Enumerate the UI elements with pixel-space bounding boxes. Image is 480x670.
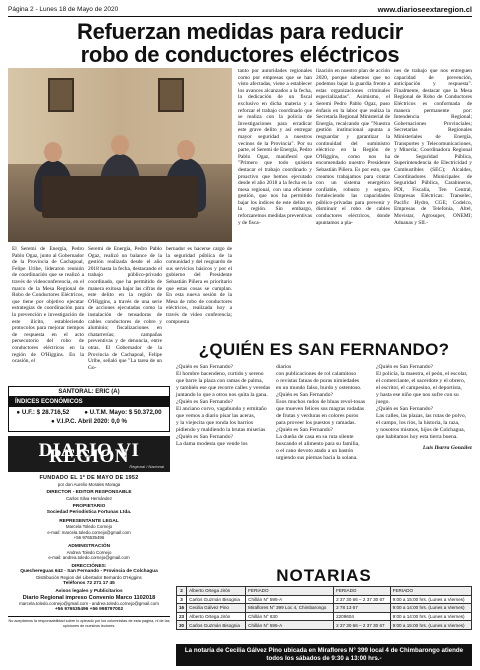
utm-value: ● U.T.M. Mayo: $ 50.372,00 <box>84 409 162 416</box>
headline-line-2: robo de conductores eléctricos <box>80 42 400 67</box>
article-col-6: nes de trabajo que nos entreguen capacidad de prevención, anticipación y respuesta". Finalmente, destacar que la Mesa Regional de Robo de Conductores Eléctricos es conformada de manera permanente por: Intendencia Regional; Gobernaciones Provinciales; Secretarías Regionales Ministeriales de Energía, Transportes y Telecomunicaciones, y Minería; Coordinadora Regional de Seguridad Pública, Superintendencia de Electricidad y Combustibles (SEC); Alcaldes, Coordinadores Municipales de Seguridad Pública, Carabineros, PDI, Fiscalía, Ten Central, Empresas Eléctricas: Transelec, Pacific Hydro, CGE; Codelco, Empresas de Telefonía, Altel, Movistar, Agrosuper, ONEMI; Aduanas y SII.- <box>394 68 472 226</box>
table-row <box>177 604 472 613</box>
contact-emails[interactable]: marcela.toledo.cornejo@gmail.com - andrea.toledo.cornejo@gmail.com <box>19 601 159 607</box>
table-cell: Alberto Ortega Jirón <box>187 587 246 596</box>
address-1: Quechereguas 642 - San Fernando - Provincia de Colchagua <box>20 569 158 575</box>
table-cell: 9:00 a 14:00 hrs. (Lunes a Viernes) <box>390 612 471 621</box>
table-row <box>177 612 472 621</box>
table-cell: Chillán N° 630 <box>246 612 334 621</box>
rep: Marcela Toledo Cornejo <box>65 524 113 530</box>
ipc-value: ● V.I.P.C. Abril 2020: 0,0 % <box>50 418 128 425</box>
ads-label: Avisos legales y Publicitarios <box>55 589 123 595</box>
table-cell: 2 37 30 66 – 2 37 30 67 <box>334 595 391 604</box>
table-cell: Miraflores N° 399 Loc 4, Chimbarongo <box>246 604 334 613</box>
table-cell: Carlos Guzmán Bisognia <box>187 595 246 604</box>
page-header <box>8 3 472 17</box>
article-photo <box>8 68 232 242</box>
poem-signature: Luis Ibarra González <box>422 445 472 451</box>
rep-phone: +56 976535496 <box>73 535 105 541</box>
newspaper-logo <box>8 436 170 472</box>
director-label: DIRECTOR - EDITOR RESPONSABLE <box>46 490 132 496</box>
notarias-title: NOTARIAS <box>276 566 372 585</box>
table-cell: 2 <box>177 587 187 596</box>
masthead <box>8 436 170 629</box>
table-cell: Cecilia Gálvez Pino <box>187 604 246 613</box>
santoral: SANTORAL: ERIC (A) <box>9 387 169 397</box>
notaria-banner: La notaría de Cecilia Gálvez Pino ubicada en Miraflores N° 399 local 4 de Chimbarongo atiende todos los sábados de 9:30 a 13:00 hrs.- <box>176 644 472 666</box>
address-label: DIRECCIÓNES: <box>71 563 107 569</box>
economic-indicators <box>8 386 170 432</box>
poem-col-1: ¿Quién es San Fernando? El hombre bacendeno, curtido y sereno que barre la plaza con ramas de palma, y también ese que recorre calles y veredas juntando lo que a otros nos quita la gana. ¿Quién es San Fernando? El anciano corvo, vagabundo y ermitaño que vemos a diario pisar las aceras, y la viejecita que ronda los barrios pidiendo y maldiendo la brutas miserias ¿Quién es San Fernando? La dama modesta que vende los <box>176 364 271 447</box>
table-cell: 2209604 <box>334 612 391 621</box>
table-cell: FERIADO <box>246 587 334 596</box>
logo-text: DIARIO VI REGION <box>38 440 140 467</box>
table-cell: 9:00 a 15:00 hrs. (Lunes a Viernes) <box>390 595 471 604</box>
founded-by: por don Aurelio Morales Moraga <box>57 481 121 487</box>
table-cell: Carlos Guzmán Bisognia <box>187 621 246 630</box>
contact-phones: +56 976535496 +56 998797002 <box>54 606 124 612</box>
table-row <box>177 621 472 630</box>
rep-email[interactable]: e-mail: marcela.toledo.cornejo@gmail.com <box>47 529 131 535</box>
table-cell: FERIADO <box>390 587 471 596</box>
table-cell: 2 37 30 66 – 2 37 30 67 <box>334 621 391 630</box>
phone: Teléfonos 72 271 17 45 <box>63 580 115 586</box>
table-cell: 9:00 a 15:00 hrs. (Lunes a Viernes) <box>390 621 471 630</box>
table-cell: FERIADO <box>334 587 391 596</box>
page-info: Página 2 - Lunes 18 de Mayo de 2020 <box>8 6 119 13</box>
admin-label: ADMINISTRACIÓN <box>67 543 111 549</box>
uf-value: ● U.F.: $ 28.716,52 <box>16 409 70 416</box>
table-cell: 3 <box>177 595 187 604</box>
poem-col-3: ¿Quién es San Fernando? El policía, la maestra, el peón, el escolar, el comerciante, el sacerdote y el obrero, el escritor, el campesino, el deportista, y hasta ese niño que nos sufre con su juego. ¿Quién es San Fernando? Las calles, las plazas, las rutas de polvo, el campo, los ríos, la historia, la raza, y nosotros mismos, hijos de Colchagua, que habitamos hoy esta tierra buena. Luis Ibarra González <box>376 364 472 451</box>
site-url[interactable]: www.diarioseextaregion.cl <box>377 5 472 14</box>
owner-label: PROPIETARIO <box>72 504 106 510</box>
article-col-2: Seremi de Energía, Pedro Pablo Ogaz, realizó un balance de la gestión realizada desde el año 2018 hasta la fecha, destacando el trabajo público-privado coordinado, que ha permitido de manera exitosa bajar las cifras de este delito en la región de O'Higgins, a través de una serie de acciones ejecutadas como la instalación de tensadoras de cables conductores de cobre y aluminio; fiscalizaciones en chatarrerías; campañas preventivas y de denuncia, entre otras. El Gobernador de la Provincia de Cachapoal, Felipe Uribe, señaló que "La tarea de un Go- <box>88 246 162 371</box>
logo-subtitle: Regional / Nacional <box>129 464 164 470</box>
table-cell: 16 <box>177 604 187 613</box>
table-row <box>177 595 472 604</box>
admin: Andrea Toledo Cornejo <box>66 549 112 555</box>
admin-email[interactable]: e-mail: andrea.toledo.cornejo@gmail.com <box>48 555 130 561</box>
headline-line-1: Refuerzan medidas para reducir <box>76 19 403 44</box>
table-cell: Chillán N° 595-A <box>246 595 334 604</box>
rep-label: REPRESENTANTE LEGAL <box>59 518 119 524</box>
address-2: Distribución Region del Libertador Bernardo O'Higgins <box>36 574 142 580</box>
table-cell: 2 78 13 67 <box>334 604 391 613</box>
article-col-1: El Seremi de Energía, Pedro Pablo Ogaz, junto al Gobernador de la Provincia de Cachapoal, Felipe Uribe, lideraron reunión de coordinación que se realizó a través de videoconferencia, en el marco de la Mesa Regional de Robo de Conductores Eléctricos, que tiene por objetivo ejecutar estrategias de coordinación para la prevención e investigación de este ilícito, estableciendo protocolos para mejorar tiempos de respuesta en el acto persecutorio del robo de conductores eléctricos en la región de O'Higgins. En la ocasión, el <box>12 246 84 365</box>
article-headline <box>8 20 472 66</box>
article-col-5: lización en nuestro plan de acción 2020, porque sabemos que no podemos bajar la guardia frente a estas organizaciones criminales especializadas". Asimismo, el Seremi Pedro Pablo Ogaz, puso énfasis en la labor que realiza la Secretaría Regional Ministerial de Energía, recalcando que "Nuestra gestión institucional apunta a resguardar y garantizar la continuidad del suministro eléctrico en la Región de O'Higgins, como nos ha encomendado nuestro Presidente Sebastián Piñera. Es por esto, que creamos trabajamos para contar con un sistema energético confiable, robusto y seguro, fortaleciendo las capacidades público-privadas para prevenir y disminuir el robo de cables conductores eléctricos, donde apuntamos a pla- <box>316 68 390 226</box>
article-col-4: tanto por autoridades regionales como por empresas que se han visto afectadas, viene a establecer los avances alcanzados a la fecha, la dedicación de un fiscal exclusivo en dicha materia y a reforzar el trabajo coordinado que se realiza con la policía de Investigaciones para erradicar este grave delito y así entregar mayor seguridad a nuestros vecinos de la Provincia". Por su parte, el Seremi de Energía, Pedro Pablo Ogaz, manifestó que "Primero que todo quisiera destacar el trabajo coordinado y proactivo que hemos ejecutado desde el año 2018 a la fecha en la mesa regional, con una eficiente gestión, que nos ha permitido bajar los índices de este delito en la región. Sin embargo, reforzaremos medidas preventivas y de fisca- <box>238 68 312 226</box>
table-cell: 23 <box>177 612 187 621</box>
table-cell: Chillán N° 595-A <box>246 621 334 630</box>
table-cell: 30 <box>177 621 187 630</box>
notarias-table <box>176 586 472 630</box>
owner: Sociedad Periodística Fortunas Ltda. <box>46 509 132 515</box>
article-col-3: bernador es hacerse cargo de la seguridad pública de la comunidad y del resguardo de sus servicios básicos y por el gobierno del Presidente Sebastián Piñera es prioritario que estas cosas se cumplan. En esta nueva sesión de la Mesa de robo de conductores eléctricos, realizada hoy a través de video conferencia; compuesta <box>166 246 232 325</box>
poem-title: ¿QUIÉN ES SAN FERNANDO? <box>198 340 450 359</box>
indicators-title: ÍNDICES ECONÓMICOS <box>9 397 169 407</box>
founded: FUNDADO EL 1º DE MAYO DE 1952 <box>39 475 139 481</box>
license: Diario Regional impreso Convenio Marco 1102018 <box>22 594 156 601</box>
director: Carlos Silva Hernández <box>65 495 113 501</box>
table-cell: 9:00 a 14:00 hrs. (Lunes a Viernes) <box>390 604 471 613</box>
table-cell: Alberto Ortega Jirón <box>187 612 246 621</box>
table-row <box>177 587 472 596</box>
poem-col-2: diarios con publicaciones de rol calamitoso o revistas fatuas de puras nimiedades en un mundo falso, burdo y ostentoso. ¿Quién es San Fernando? Esos muchos rudos de bluas revol-tosas que mueven felices sus magras rodadas de frutas y verduras en colores puros para proveer los puestos y ramadas. ¿Quién es San Fernando? La dueña de casa en su ruta silente buscando el alimento para su familia, o el cano devoto atado a un bastón urgiendo sus piernas hacia la solana. <box>276 364 366 461</box>
disclaimer: No aceptamos la responsabilidad sobre lo opinado por los columnistas de esta pagina, ni de las opiniones de nuestros lectores. <box>8 616 170 628</box>
